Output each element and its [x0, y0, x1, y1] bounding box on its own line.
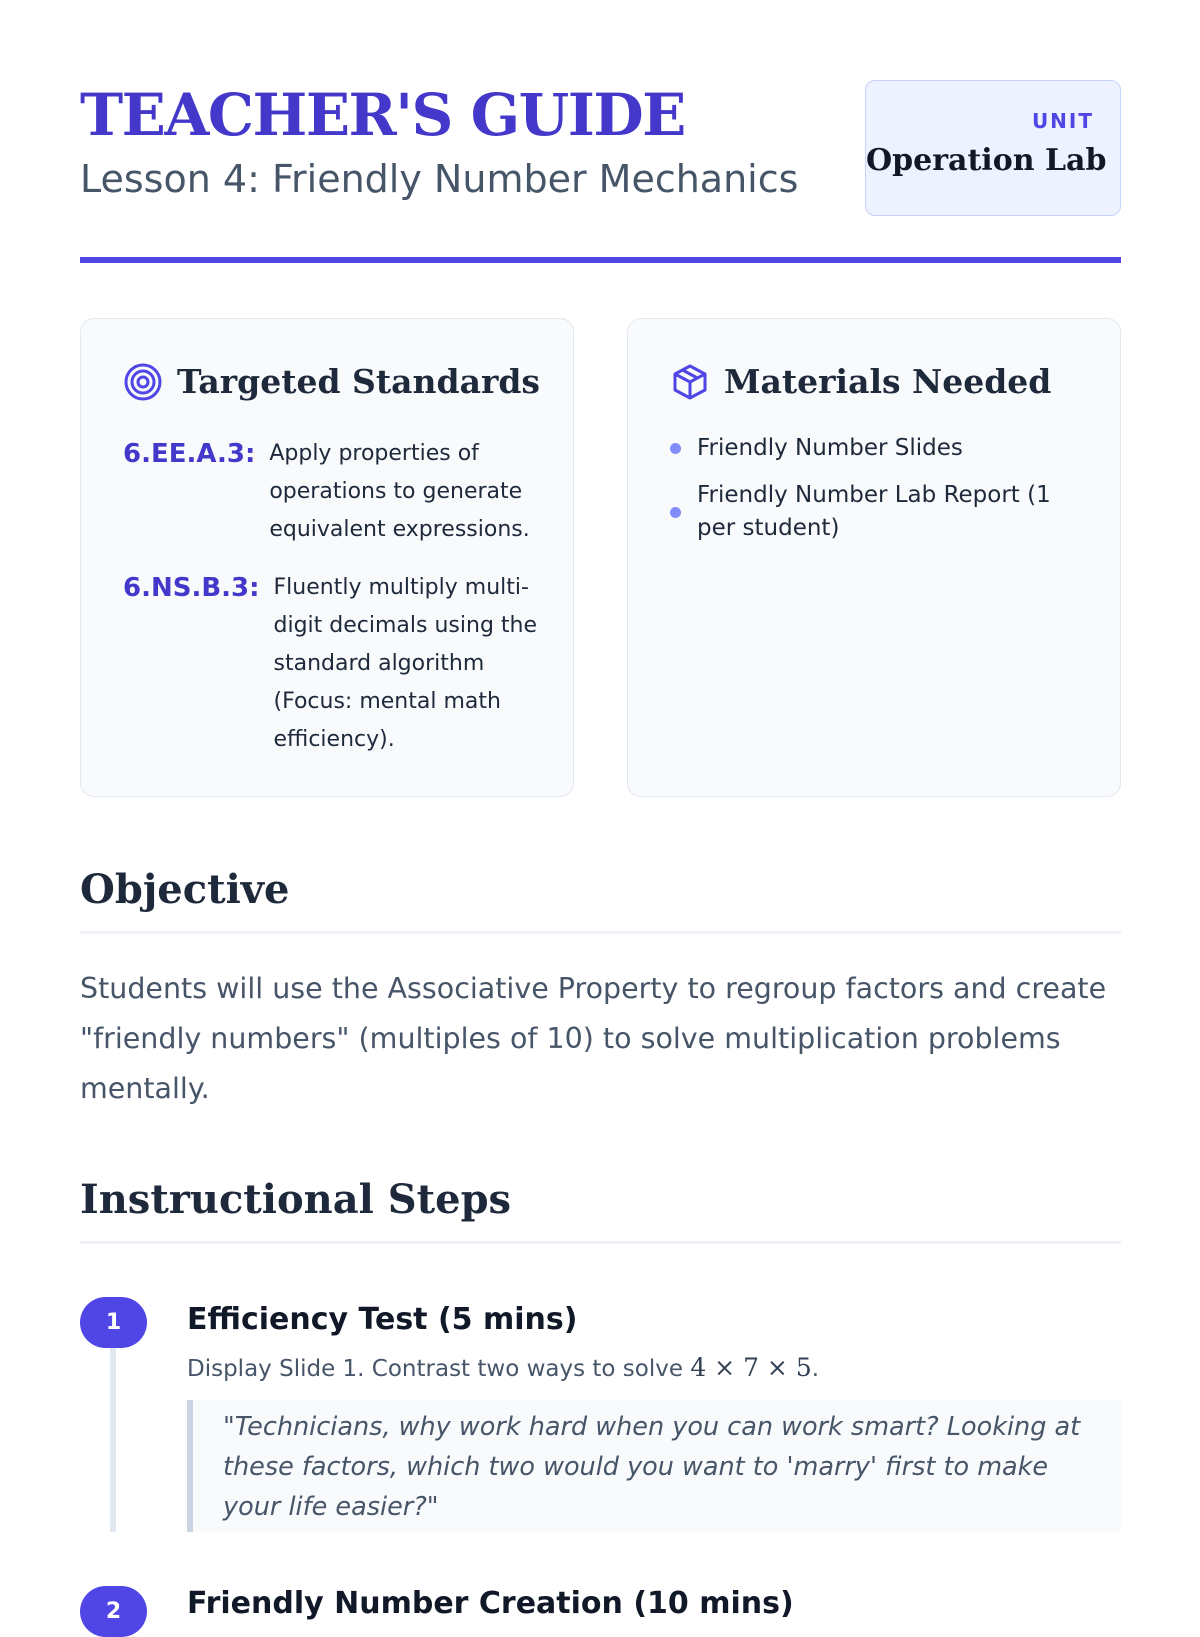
- material-text: Friendly Number Lab Report (1 per student): [697, 482, 1051, 541]
- objective-heading: Objective: [80, 866, 290, 913]
- bullet-icon: [670, 507, 681, 518]
- unit-name: Operation Lab: [866, 143, 1107, 178]
- step-connector: [110, 1320, 116, 1532]
- teacher-script-quote: "Technicians, why work hard when you can work smart? Looking at these factors, which two would you want to 'marry' first to make your life easier?": [187, 1400, 1121, 1532]
- step-number-badge: 1: [80, 1297, 147, 1348]
- objective-divider: [80, 931, 1121, 934]
- step-title: Friendly Number Creation (10 mins): [187, 1586, 794, 1621]
- box-icon: [670, 362, 710, 402]
- unit-badge: [865, 80, 1121, 216]
- materials-card-header: [670, 361, 1051, 403]
- step-description: [187, 1352, 819, 1385]
- standard-code: 6.EE.A.3:: [123, 439, 256, 469]
- material-item: [670, 479, 1094, 545]
- standards-card-header: [123, 361, 540, 403]
- lesson-subtitle: Lesson 4: Friendly Number Mechanics: [80, 157, 799, 201]
- material-text: Friendly Number Slides: [697, 435, 963, 461]
- page-title: TEACHER'S GUIDE: [80, 81, 685, 149]
- unit-label: UNIT: [1031, 109, 1094, 133]
- standard-item: [123, 435, 543, 549]
- math-expression: 4 × 7 × 5: [690, 1353, 812, 1382]
- step-number-badge: 2: [80, 1586, 147, 1637]
- standard-text: Fluently multiply multi-digit decimals using the standard algorithm (Focus: mental math efficiency).: [273, 575, 537, 752]
- steps-heading: Instructional Steps: [80, 1176, 512, 1223]
- objective-text: Students will use the Associative Property to regroup factors and create "friendly numbers" (multiples of 10) to solve multiplication problems mentally.: [80, 972, 1107, 1105]
- steps-divider: [80, 1241, 1121, 1244]
- materials-card: [627, 318, 1121, 797]
- materials-title: Materials Needed: [724, 362, 1052, 401]
- standards-card: [80, 318, 574, 797]
- bullet-icon: [670, 443, 681, 454]
- standard-item: [123, 569, 543, 759]
- header-divider: [80, 257, 1121, 263]
- step-description-end: .: [811, 1356, 820, 1382]
- step-description-text: Display Slide 1. Contrast two ways to solve: [187, 1356, 691, 1382]
- standard-text: Apply properties of operations to generate equivalent expressions.: [269, 441, 530, 542]
- step-title: Efficiency Test (5 mins): [187, 1302, 578, 1337]
- standard-code: 6.NS.B.3:: [123, 573, 260, 603]
- material-item: [670, 432, 1094, 465]
- target-icon: [123, 362, 163, 402]
- standards-title: Targeted Standards: [177, 362, 540, 401]
